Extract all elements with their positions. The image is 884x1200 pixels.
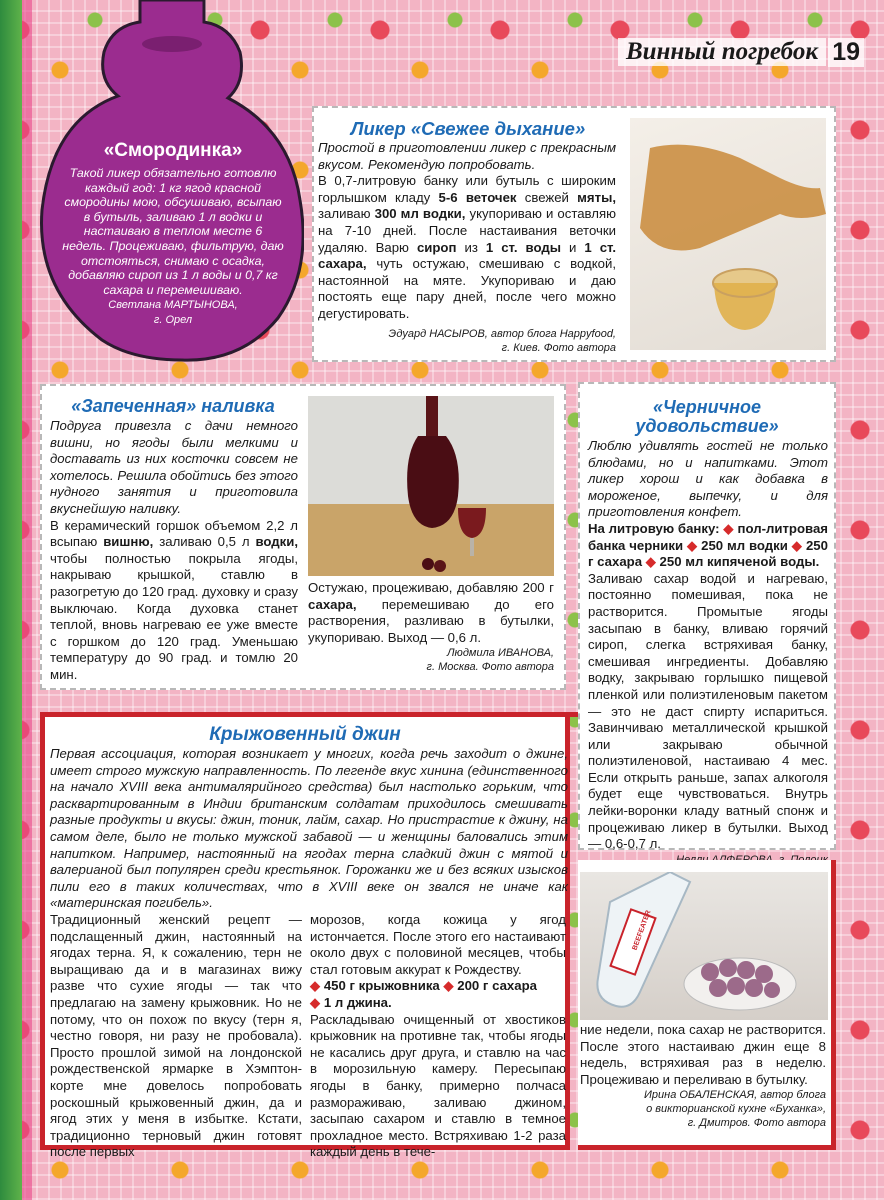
gin-col-2	[310, 912, 566, 1161]
gin-blog: о викторианской кухне «Буханка»,	[646, 1103, 826, 1116]
liker-ingredient: 5-6 веточек	[438, 189, 517, 205]
smorodinka-author: Светлана МАРТЫНОВА,	[108, 299, 238, 312]
liker-body-part: заливаю	[318, 206, 375, 222]
section-title: Винный погребок	[618, 38, 826, 66]
gin-ingredient: 450 г крыжовника	[323, 978, 440, 994]
gin-intro: Первая ассоциация, которая возникает у многих, когда речь заходит о джине, имеет строго мужскую направленность. По легенде вкус хинина (единственного на начало XVIII века антималярийного средства) был настолько горьким, что расквартированным в Индии британским солдатам приходилось смешивать разные продукты и вкусы: джин, тоник, лайм, сахар. Но пристрастие к джину, на самом деле, было не только мужской забавой — и женщины баловались этим напитком. Например, настоянный на ягодах терна сладкий джин с мятой и валерианой был популярен среди крестьянок. Горожанки же и без всяких изысков пили его в таких количествах, что в XVIII веке он звался не иначе как «материнская погибель».	[50, 746, 568, 911]
liker-body	[318, 173, 616, 322]
nalivka-body-part: В керамический горшок объемом 2,2 л всыпаю	[50, 517, 298, 550]
nalivka-title: «Запеченная» наливка	[71, 396, 275, 416]
nalivka-ingredient: водки,	[255, 534, 298, 550]
liker-title: Ликер «Свежее дыхание»	[350, 118, 586, 139]
nalivka-body-part: заливаю 0,5 л	[153, 534, 256, 550]
chernika-title-line: «Черничное	[653, 397, 761, 417]
gin-bottle-label: BEEFEATER	[631, 909, 653, 952]
liker-ingredient: 1 ст. сахара,	[318, 239, 616, 272]
nalivka-ingredient: сахара,	[308, 596, 357, 612]
liker-ingredient: мяты,	[577, 189, 617, 205]
nalivka-text-2	[308, 580, 554, 674]
gin-bottle-image	[580, 872, 828, 1020]
nalivka-photo	[308, 396, 554, 576]
gin-frame-top-ext	[570, 712, 578, 717]
nalivka-ingredient: вишню,	[103, 534, 154, 550]
gin-col2-body: Раскладываю очищенный от хвостиков крыжовник на противне так, чтобы ягоды не касались друг друга, и ставлю на час в морозильную камеру. Пересыпаю ягоды в банку, примерно полчаса размораживаю, заливаю джином, засыпаю сахаром и ставлю в темное прохладное место. Встряхиваю 1-2 раза каждый день в тече-	[310, 1011, 566, 1160]
nalivka-intro: Подруга привезла с дачи немного вишни, но ягоды были мелкими и доставать из них косточки совсем не хотелось. Решила обойтись без этого нудного занятия и приготовила вкуснейшую наливку.	[50, 418, 298, 516]
smorodinka-title: «Смородинка»	[103, 140, 243, 161]
chernika-ingredients: На литровую банку: ◆ пол-литровая банка черники ◆ 250 мл водки ◆ 250 г сахара ◆ 250 мл кипяченой воды.	[588, 520, 828, 570]
nalivka-body-2	[308, 580, 554, 646]
chernika-title	[584, 398, 830, 436]
liker-intro: Простой в приготовлении ликер с прекрасным вкусом. Рекомендую попробовать.	[318, 140, 616, 172]
chernika-text	[588, 438, 828, 867]
gin-col2-text: морозов, когда кожица у ягод истончается. После этого его настаивают около двух с половиной месяцев, чтобы стал готовым аккурат к Рождеству.	[310, 912, 566, 977]
nalivka-body	[50, 518, 298, 684]
gin-ingredient: 1 л джина.	[323, 994, 392, 1010]
gin-col-3	[580, 1022, 826, 1130]
left-decor-stripe	[0, 0, 22, 1200]
liker-body-part: и	[560, 239, 585, 255]
nalivka-city: г. Москва. Фото автора	[426, 661, 554, 674]
liker-bottle-image	[630, 118, 826, 350]
gin-ingredients: ◆ 450 г крыжовника ◆ 200 г сахара ◆ 1 л джина.	[310, 978, 537, 1010]
chernika-ingredient: 250 мл водки	[701, 537, 788, 553]
chernika-title-line: удовольствие»	[635, 416, 779, 436]
chernika-body: Заливаю сахар водой и нагреваю, постоянно помешивая, пока не растворится. Промытые ягоды засыпаю в банку, вливаю горячий сироп, слегка встряхивая банку, смешивая ингредиенты. Добавляю водку, закрываю горлышко пищевой пленкой или полиэтиленовым пакетом — это не даст спирту испариться. Завинчиваю металлической крышкой или закрываю обычной полиэтиленовой, настаиваю 4 мес. Если открыть раньше, запах алкоголя будет еще чувствоваться. Внутрь лейки-воронки кладу ватный спонж и процеживаю ликер в бутылки. Выход — 0,6-0,7 л.	[588, 570, 828, 852]
chernika-intro: Люблю удивлять гостей не только блюдами, но и напитками. Этот ликер хорош и как добавка в мороженое, выпечку, и для приготовления конфет.	[588, 438, 828, 520]
page-number: 19	[828, 38, 864, 67]
nalivka-body-part: перемешиваю до его растворения, разливаю в бутылки, укупориваю. Выход — 0,6 л.	[308, 596, 554, 645]
liker-body-part: В 0,7-литровую банку или бутыль с широким горлышком кладу	[318, 173, 616, 205]
gin-col-1: Традиционный женский рецепт — подслащенный джин, настоянный на ягодах терна. Я, к сожалению, терн не выращиваю да и в магазинах вижу разве что сухие ягоды — так что предлагаю на замену крыжовник. Но не потому, что он похож по вкусу (терн я, честно говоря, ни разу не пробовала). Просто прошлой зимой на лондонской рождественской ярмарке в Хэмптон-корте мне довелось попробовать роскошный крыжовенный джин, да и ягод этих у меня в избытке. Кстати, традиционно терновый джин готовят после первых	[50, 912, 302, 1160]
liker-body-part: чуть остужаю, смешиваю с водкой, настоянной на мяте. Укупориваю и даю постоять еще пару дней, после чего можно дегустировать.	[318, 256, 616, 321]
liker-city: г. Киев. Фото автора	[501, 341, 616, 354]
smorodinka-body: Такой ликер обязательно готовлю каждый год: 1 кг ягод красной смородины мою, обсушиваю, всыпаю в бутыль, заливаю 1 л водки и настаиваю в теплом месте 6 недель. Процеживаю, фильтрую, даю отстояться, снимаю с осадка, добавляю сироп из 1 л воды и 0,7 кг сахара и перемешиваю.	[62, 166, 284, 297]
gin-photo	[580, 872, 828, 1020]
liker-body-part: из	[456, 239, 486, 255]
liker-ingredient: сироп	[416, 239, 457, 255]
chernika-ingredient: пол-литровая банка черники	[588, 520, 828, 553]
gin-city: г. Дмитров. Фото автора	[687, 1117, 826, 1130]
liker-text	[318, 140, 616, 355]
liker-ingredient: 1 ст. воды	[485, 239, 561, 255]
liker-author: Эдуард НАСЫРОВ, автор блога Happyfood,	[388, 327, 616, 340]
gin-title: Крыжовенный джин	[209, 724, 401, 745]
smorodinka-recipe	[62, 140, 284, 327]
smorodinka-city: г. Орел	[153, 314, 193, 327]
left-decor-stripe-pink	[22, 0, 32, 1200]
gin-ingredient: 200 г сахара	[457, 978, 537, 994]
liker-photo	[630, 118, 826, 350]
gin-author: Ирина ОБАЛЕНСКАЯ, автор блога	[644, 1089, 826, 1102]
nalivka-body-part: Остужаю, процеживаю, добавляю 200 г	[308, 580, 554, 595]
nalivka-text	[50, 418, 298, 684]
chernika-ingredient: 250 мл кипяченой воды.	[659, 554, 820, 570]
nalivka-body-part: чтобы полностью покрыла ягоды, накрываю крышкой, ставлю в разогретую до 120 град. духовку и сразу выключаю. Когда духовка станет теплой, вновь нагреваю ее уже вместе с горшком до 120 град. Уменьшаю температуру до 90 град. и томлю 20 мин.	[50, 550, 298, 682]
liker-ingredient: 300 мл водки,	[374, 206, 466, 222]
chernika-ingredient: На литровую банку:	[588, 520, 720, 536]
nalivka-author: Людмила ИВАНОВА,	[447, 647, 554, 660]
gin-col3-text: ние недели, пока сахар не растворится. После этого настаиваю джин еще 8 недель, встряхивая раз в неделю. Процеживаю и переливаю в бутылку.	[580, 1022, 826, 1087]
chernika-ingredient: 250 г сахара	[588, 537, 828, 570]
liker-body-part: свежей	[516, 189, 578, 205]
liker-body-part: укупориваю и оставляю на 7-10 дней. После настаивания веточки удаляю. Варю	[318, 206, 616, 255]
nalivka-decanter-image	[308, 396, 554, 576]
